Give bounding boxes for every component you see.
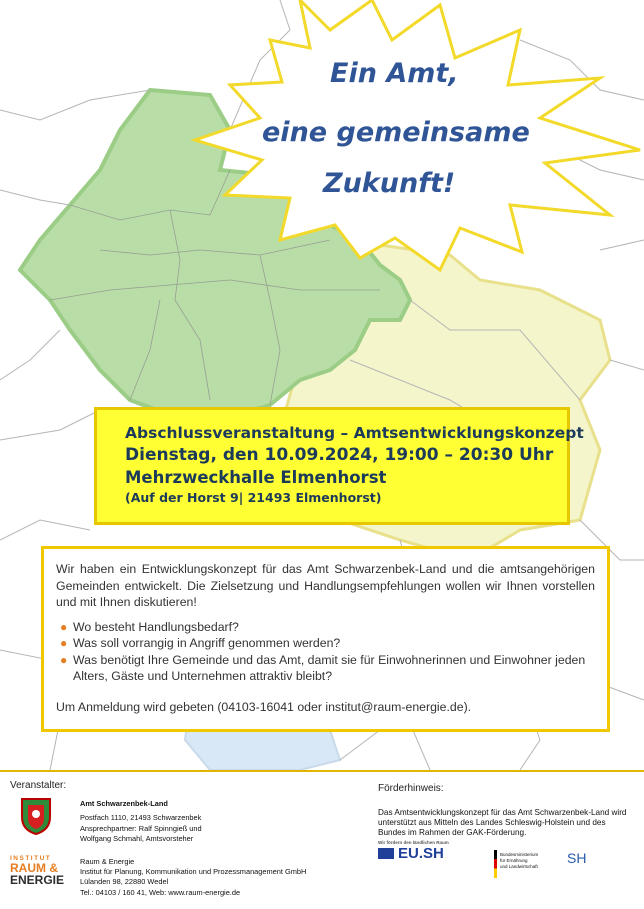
list-item: ● Was benötigt Ihre Gemeinde und das Amt, damit sie für Einwohnerinnen und Einwohner jeden Alters, Gäste und Unternehmen attraktiv bleibt? <box>60 652 586 683</box>
event-title: Abschlussveranstaltung – Amtsentwicklungskonzept <box>125 424 584 442</box>
institute-name: Raum & Energie <box>80 857 135 866</box>
event-venue: Mehrzweckhalle Elmenhorst <box>125 468 387 487</box>
institute-address: Lülanden 98, 22880 Wedel <box>80 877 169 886</box>
registration-text: Um Anmeldung wird gebeten (04103-16041 oder institut@raum-energie.de). <box>56 699 472 714</box>
institute-contact: Tel.: 04103 / 160 41, Web: www.raum-energie.de <box>80 888 241 897</box>
organizer-heading: Veranstalter: <box>10 780 67 791</box>
description-box <box>41 546 610 732</box>
amt-name: Amt Schwarzenbek-Land <box>80 799 168 808</box>
eu-flag-icon <box>378 848 394 859</box>
slogan-line-2: eine gemeinsame <box>262 117 530 148</box>
institute-description: Institut für Planung, Kommunikation und Prozessmanagement GmbH <box>80 867 307 876</box>
funding-subline: Wir fördern den ländlichen Raum <box>378 840 449 845</box>
question-list <box>56 619 595 685</box>
funding-heading: Förderhinweis: <box>378 783 444 794</box>
slogan-line-1: Ein Amt, <box>330 58 459 89</box>
raum-energie-logo: INSTITUT RAUM & ENERGIE <box>10 855 65 887</box>
funding-text: Das Amtsentwicklungskonzept für das Amt Schwarzenbek-Land wird unterstützt aus Mitteln des Landes Schleswig-Holstein und des Bundes im Rahmen der GAK-Förderung. <box>378 808 627 837</box>
amt-crest-logo <box>20 797 52 835</box>
list-item: ● Wo besteht Handlungsbedarf? <box>60 619 239 634</box>
event-address: (Auf der Horst 9| 21493 Elmenhorst) <box>125 490 382 505</box>
german-flag-icon <box>494 850 497 878</box>
list-item: ● Was soll vorrangig in Angriff genommen werden? <box>60 636 341 650</box>
footer-divider <box>0 770 644 772</box>
amt-address: Postfach 1110, 21493 Schwarzenbek <box>80 813 202 822</box>
event-datetime: Dienstag, den 10.09.2024, 19:00 – 20:30 Uhr <box>125 445 554 465</box>
event-info-box <box>94 407 584 525</box>
bullet-icon: ● <box>60 619 68 634</box>
sh-logo: SH <box>567 850 587 866</box>
bullet-icon: ● <box>60 636 68 650</box>
amt-contact-1: Ansprechpartner: Ralf Spinngieß und <box>80 824 202 833</box>
starburst-callout <box>0 0 644 300</box>
slogan-line-3: Zukunft! <box>323 168 456 199</box>
intro-text: Wir haben ein Entwicklungskonzept für das Amt Schwarzenbek-Land und die amtsangehörigen Gemeinden entwickelt. Die Zielsetzung und Handlungsempfehlungen wollen wir Ihnen vorstellen und mit Ihnen diskutieren! <box>56 562 595 609</box>
bullet-icon: ● <box>60 652 68 667</box>
amt-contact-2: Wolfgang Schmahl, Amtsvorsteher <box>80 834 194 843</box>
